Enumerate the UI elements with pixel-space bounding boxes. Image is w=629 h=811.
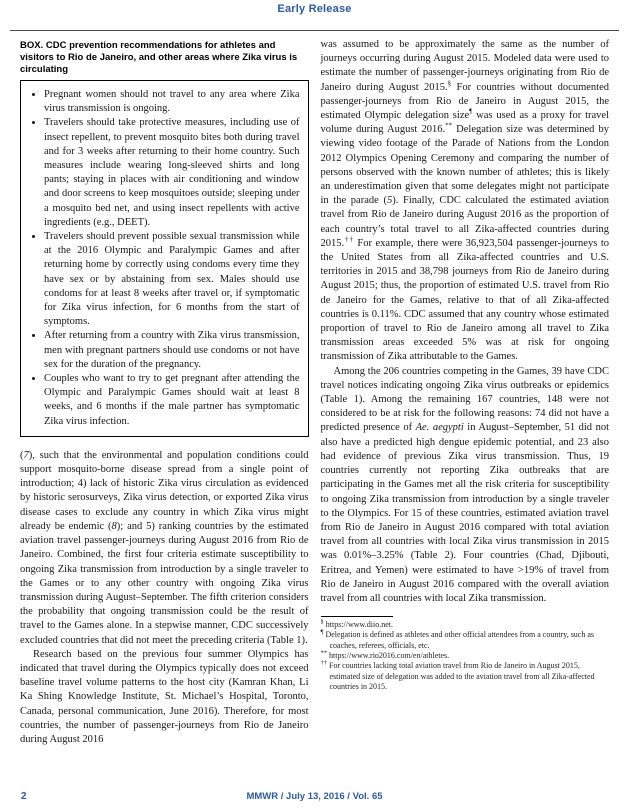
two-column-body	[20, 38, 609, 775]
footnote	[321, 661, 610, 692]
box-bullet-item: • Pregnant women should not travel to any area where Zika virus transmission is ongoing.	[44, 88, 300, 116]
footnote-text: https://www.diio.net.	[323, 620, 394, 630]
footnote	[321, 630, 610, 651]
box-bullet-list	[29, 88, 300, 429]
page-number: 2	[21, 791, 27, 802]
box-bullet-item: • Travelers should prevent possible sexual transmission while at the 2016 Olympic and Paralympic Games and after returning home by correctly using condoms every time they have sex or by abstaining from sex. Males should use condoms for at least 8 weeks after travel or, if symptomatic for Zika virus infection, for 6 months from the start of symptoms.	[44, 230, 300, 329]
body-paragraph: (7), such that the environmental and population conditions could support mosquito-borne disease spread from a single point of introduction; 4) lack of historic Zika virus circulation as evidenced by historic serosurveys, Zika virus detection, or exported Zika virus disease cases to exclude any country in which Zika virus might already be endemic (8); and 5) ranking countries by the estimated aviation travel passenger-journeys during August 2016 from Rio de Janeiro. Combined, the first four criteria estimate susceptibility to ongoing Zika transmission from introduction by a single traveler to the Games or to any other country with ongoing Zika virus transmission during August–September. The fifth criterion considers the probability that ongoing transmission could be the result of travel to the Games alone. In a stepwise manner, CDC successively excluded countries that did not meet the preceding criteria (Table 1).	[20, 449, 309, 646]
early-release-banner: Early Release	[277, 3, 352, 15]
footnotes	[321, 620, 610, 692]
box-bullet-item: • Travelers should take protective measures, including use of insect repellent, to prevent mosquito bites both during travel and for 3 weeks after returning to their home country. Such measures include wearing long-sleeved shirts and long pants; staying in places with air conditioning and window and door screens to keep mosquitoes outside; sleeping under a mosquito bed net, and using insect repellents with active ingredients (e.g., DEET).	[44, 116, 300, 230]
box-title: BOX. CDC prevention recommendations for athletes and visitors to Rio de Janeiro, and other areas where Zika virus is circulating	[20, 40, 298, 75]
body-paragraph: was assumed to be approximately the same as the number of journeys occurring during August 2015. Modeled data were used to estimate the number of passenger-journeys originating from Rio de Janeiro during August 2015.§ For countries without documented passenger-journeys from Rio de Janeiro in August 2015, the estimated Olympic delegation size¶ was used as a proxy for travel volume during August 2016.** Delegation size was determined by viewing video footage of the Parade of Nations from the London 2012 Olympics Opening Ceremony and comparing the number of persons observed with the known number of athletes; this is likely an underestimation given that some delegates might not participate in the parade (5). Finally, CDC calculated the estimated aviation travel from Rio de Janeiro during August 2016 as the proportion of each country’s total travel to all Zika-affected countries during 2015.†† For example, there were 36,923,504 passenger-journeys to the United States from all Zika-affected countries and U.S. territories in 2015 and 38,798 journeys from Rio de Janeiro during August 2015; thus, the proportion of estimated U.S. travel from Rio de Janeiro for the Games, relative to that of all Zika-affected countries is 0.11%. CDC assumed that any country whose estimated proportion of travel to Rio de Janeiro among all travel to Zika transmission areas exceeded 5% was at risk for ongoing transmission of Zika attributable to the Games.	[320, 39, 609, 363]
footnote-divider	[321, 616, 393, 617]
footnote-text: For countries lacking total aviation travel from Rio de Janeiro in August 2015, estimated size of delegation was added to the aviation travel from all Zika-affected countries in 2015.	[327, 661, 595, 691]
left-column-text	[20, 449, 309, 747]
recommendations-box	[20, 80, 309, 437]
footnote-marker: ¶	[320, 628, 324, 636]
footnote-text: Delegation is defined as athletes and other official attendees from a country, such as coaches, referees, officials, etc.	[323, 630, 595, 650]
footnote-text: https://www.rio2016.com/en/athletes.	[327, 651, 450, 661]
journal-footer: MMWR / July 13, 2016 / Vol. 65	[246, 791, 383, 802]
footnote-marker: **	[320, 649, 327, 657]
body-paragraph: Research based on the previous four summer Olympics has indicated that travel during the Olympics typically does not exceed baseline travel volume patterns to the host city (Kamran Khan, Li Ka Shing Knowledge Institute, St. Michael’s Hospital, Toronto, Canada, personal communication, June 2016). Therefore, for most countries, the number of passenger-journeys from Rio de Janeiro during August 2016	[20, 648, 309, 745]
footnote-marker: §	[320, 618, 324, 626]
left-column	[20, 38, 309, 775]
footnote	[321, 651, 610, 661]
body-paragraph: Among the 206 countries competing in the Games, 39 have CDC travel notices indicating ongoing Zika virus outbreaks or epidemics (Table 1). Among the remaining 167 countries, 148 were not considered to be at risk for the following reasons: 74 did not have a predicted presence of Ae. aegypti in August–September, 51 did not also have a predicted high dengue epidemic potential, and 23 also had evidence of previous Zika virus transmission. Thus, 19 countries currently not reporting Zika outbreaks that are participating in the Games met all the risk criteria for susceptibility to ongoing Zika transmission from introduction by a single traveler to the Olympics. For 15 of these countries, estimated aviation travel from Rio de Janeiro in August 2016 compared with total aviation travel from all countries with local Zika virus transmission in 2015 was 0.01%–3.25% (Table 2). Four countries (Chad, Djibouti, Eritrea, and Yemen) were estimated to have >19% of travel from Rio de Janeiro in August 2016 compared with the overall aviation travel from all countries with local Zika transmission.	[320, 365, 609, 604]
footnote	[321, 620, 610, 630]
right-column	[321, 38, 610, 775]
box-bullet-item: • After returning from a country with Zika virus transmission, men with pregnant partners should use condoms or not have sex for the duration of the pregnancy.	[44, 329, 300, 372]
box-bullet-item: • Couples who want to try to get pregnant after attending the Olympic and Paralympic Games should wait at least 8 weeks, and 6 months if the male partner has symptomatic Zika virus infection.	[44, 372, 300, 429]
header-divider	[10, 30, 619, 31]
right-column-text	[321, 38, 610, 606]
footnote-marker: ††	[320, 659, 327, 667]
